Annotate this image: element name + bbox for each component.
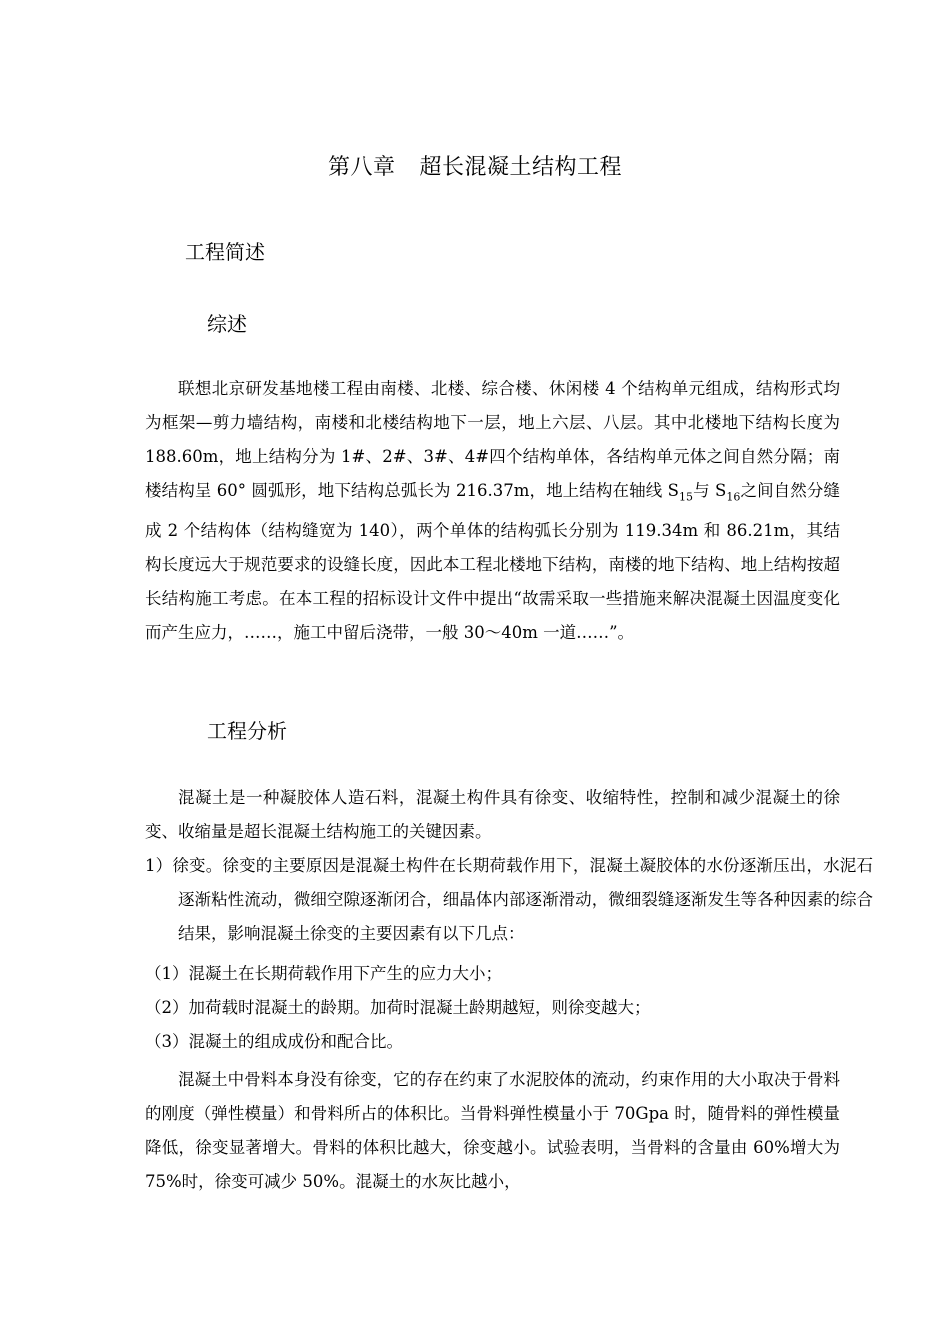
chapter-title [0,150,950,181]
aggregate-paragraph: 混凝土中骨料本身没有徐变，它的存在约束了水泥胶体的流动，约束作用的大小取决于骨料的刚度（弹性模量）和骨料所占的体积比。当骨料弹性模量小于 70Gpa 时，随骨料的弹性模量降低，徐变显著增大。骨料的体积比越大，徐变越小。试验表明，当骨料的含量由 60%增大为 75%时，徐变可减少 50%。混凝土的水灰比越小， [145,1070,840,1191]
summary-paragraph: 联想北京研发基地楼工程由南楼、北楼、综合楼、休闲楼 4 个结构单元组成，结构形式均为框架—剪力墙结构，南楼和北楼结构地下一层，地上六层、八层。其中北楼地下结构长度为 188.60m，地上结构分为 1#、2#、3#、4#四个结构单体，各结构单元体之间自然分隔；南楼结构呈 60° 圆弧形，地下结构总弧长为 216.37m，地上结构在轴线 $S_{15}$与 $S_{16}$之间自然分缝成 2 个结构体（结构缝宽为 140），两个单体的结构弧长分别为 119.34m 和 86.21m，其结构长度远大于规范要求的设缝长度，因此本工程北楼地下结构，南楼的地下结构、地上结构按超长结构施工考虑。在本工程的招标设计文件中提出“故需采取一些措施来解决混凝土因温度变化而产生应力，……，施工中留后浇带，一般 30～40m 一道……”。 [145,379,840,643]
chapter-name: 超长混凝土结构工程 [419,155,623,180]
analysis-paragraph: 混凝土是一种凝胶体人造石料，混凝土构件具有徐变、收缩特性，控制和减少混凝土的徐变、收缩量是超长混凝土结构施工的关键因素。 [145,788,840,841]
factor-item-3: （3）混凝土的组成成份和配合比。 [145,1032,403,1051]
factor-item-1: （1）混凝土在长期荷载作用下产生的应力大小； [145,964,502,983]
chapter-number: 第八章 [327,155,396,180]
subsection-heading-summary: 综述 [207,312,247,336]
subsection-heading-analysis: 工程分析 [207,719,287,743]
creep-item: 1）徐变。徐变的主要原因是混凝土构件在长期荷载作用下，混凝土凝胶体的水份逐渐压出，水泥石逐渐粘性流动，微细空隙逐渐闭合，细晶体内部逐渐滑动，微细裂缝逐渐发生等各种因素的综合结果，影响混凝土徐变的主要因素有以下几点： [145,856,873,943]
factor-item-2: （2）加荷载时混凝土的龄期。加荷时混凝土龄期越短，则徐变越大； [145,998,651,1017]
section-heading-overview: 工程简述 [185,240,265,264]
